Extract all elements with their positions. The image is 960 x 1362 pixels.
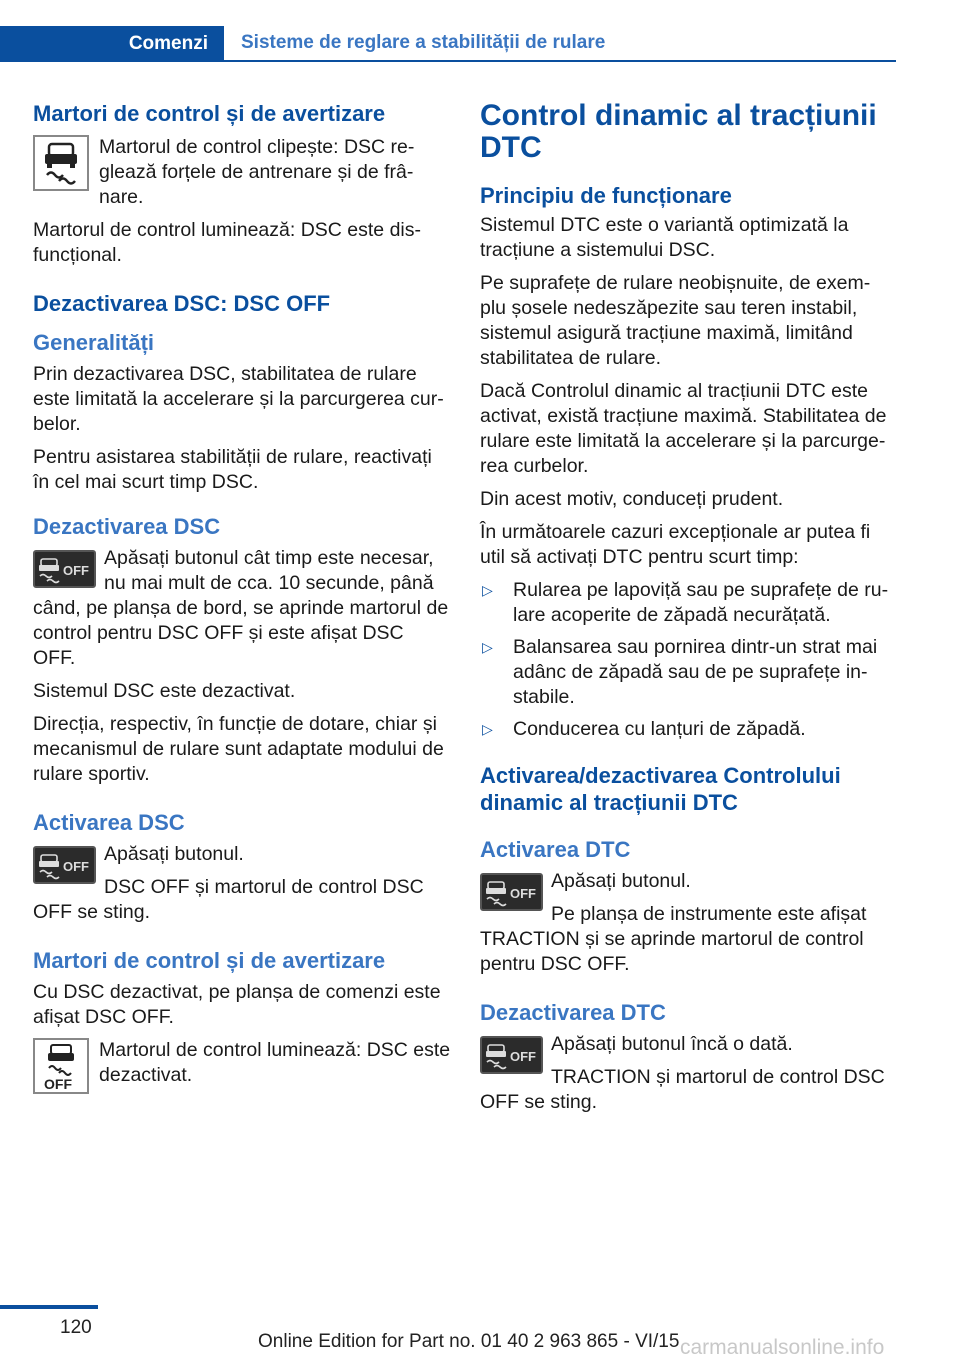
dsc-warning-lamp-icon (33, 135, 89, 191)
heading-warning-lights-2: Martori de control și de avertizare (33, 948, 386, 973)
off-label: OFF (63, 563, 89, 578)
off-label: OFF (44, 1076, 72, 1092)
left-column (33, 100, 451, 1094)
warn-lamp-figure (33, 135, 451, 210)
section-title: Sisteme de reglare a stabilității de rulare (241, 32, 606, 53)
right-column (480, 100, 895, 1123)
warn-lamp-text: Martorul de control clipește: DSC re‐glează forțele de antrenare și de frâ‐nare. (99, 136, 415, 208)
edition-note: Online Edition for Part no. 01 40 2 963 865 - VI/15 (258, 1331, 680, 1352)
paragraph: Cu DSC dezactivat, pe planșa de comenzi este afișat DSC OFF. (33, 981, 441, 1028)
paragraph: Pentru asistarea stabilității de rulare, reactivați în cel mai scurt timp DSC. (33, 446, 432, 493)
paragraph: Prin dezactivarea DSC, stabilitatea de rulare este limitată la accelerare și la parcurgerea cur‐belor. (33, 363, 444, 435)
dsc-off-button-icon (480, 873, 543, 911)
deactivate-text: Apăsați butonul cât timp este necesar, nu mai mult de cca. 10 secunde, până când, pe planșa de bord, se aprinde martorul de control pentru DSC OFF și este afișat DSC OFF. (33, 547, 449, 669)
paragraph: Sistemul DSC este dezactivat. (33, 680, 296, 702)
dsc-off-button-icon (33, 846, 96, 884)
heading-principle: Principiu de funcționare (480, 183, 732, 208)
dsc-off-lamp-icon (33, 1038, 89, 1094)
deactivate-block (33, 546, 451, 671)
heading-warning-lights: Martori de control și de avertizare (33, 101, 386, 126)
dtc-activate-line-2: Pe planșa de instrumente este afișat TRACTION și se aprinde martorul de control pentru DSC OFF. (480, 903, 867, 975)
paragraph: În următoarele cazuri excepționale ar putea fi util să activați DTC pentru scurt timp: (480, 521, 871, 568)
heading-general: Generalități (33, 330, 155, 355)
footer-rule (0, 1305, 98, 1309)
paragraph: Martorul de control luminează: DSC este dis‐funcțional. (33, 219, 421, 266)
list-item: ▷ Balansarea sau pornirea dintr-un strat mai adânc de zăpadă sau de pe suprafețe in‐stabile. (482, 636, 878, 708)
heading-dsc-deactivate: Dezactivarea DSC (33, 514, 221, 539)
page-header (0, 26, 960, 62)
off-lamp-text: Martorul de control luminează: DSC este dezactivat. (99, 1039, 451, 1086)
bullet-arrow-icon: ▷ (482, 582, 493, 598)
off-label: OFF (510, 1049, 536, 1064)
bullet-arrow-icon: ▷ (482, 639, 493, 655)
heading-dtc: Control dinamic al tracțiunii DTC (480, 99, 877, 164)
paragraph: Pe suprafețe de rulare neobișnuite, de exem‐plu șosele nedeszăpezite sau teren instabil, sistemul asigură tracțiune maximă, limitând stabilitatea de rulare. (480, 272, 871, 369)
heading-dtc-toggle: Activarea/dezactivarea Controlului dinamic al tracțiunii DTC (480, 763, 841, 815)
page-number: 120 (60, 1317, 92, 1338)
dsc-off-button-icon (33, 550, 96, 588)
activate-line-2: DSC OFF și martorul de control DSC OFF se sting. (33, 876, 424, 923)
list-item: ▷ Rularea pe lapoviță sau pe suprafețe de ru‐lare acoperite de zăpadă necurățată. (482, 579, 889, 626)
paragraph: Sistemul DTC este o variantă optimizată la tracțiune a sistemului DSC. (480, 214, 849, 261)
section-tab: Comenzi (0, 26, 224, 62)
heading-dsc-off: Dezactivarea DSC: DSC OFF (33, 291, 331, 316)
list-item: ▷ Conducerea cu lanțuri de zăpadă. (482, 718, 806, 740)
bullet-list (480, 578, 895, 742)
watermark: carmanualsonline.info (680, 1336, 885, 1359)
heading-dtc-activate: Activarea DTC (480, 837, 631, 862)
off-label: OFF (63, 859, 89, 874)
off-button-icon-wrap (33, 550, 96, 588)
paragraph: Dacă Controlul dinamic al tracțiunii DTC este activat, există tracțiune maximă. Stabilitatea de rulare este limitată la accelerare și la parcurge‐rea curbelor. (480, 380, 887, 477)
dtc-activate-line-1: Apăsați butonul. (551, 870, 691, 892)
off-lamp-figure (33, 1038, 451, 1094)
paragraph: Direcția, respectiv, în funcție de dotare, chiar și mecanismul de rulare sunt adaptate modului de rulare sportiv. (33, 713, 444, 785)
dtc-deactivate-line-1: Apăsați butonul încă o dată. (551, 1033, 793, 1055)
paragraph: Din acest motiv, conduceți prudent. (480, 488, 784, 510)
off-label: OFF (510, 886, 536, 901)
dsc-off-button-icon (480, 1036, 543, 1074)
dtc-deactivate-block (480, 1032, 895, 1115)
heading-dsc-activate: Activarea DSC (33, 810, 185, 835)
heading-dtc-deactivate: Dezactivarea DTC (480, 1000, 666, 1025)
activate-line-1: Apăsați butonul. (104, 843, 244, 865)
dtc-activate-block (480, 869, 895, 977)
dtc-deactivate-line-2: TRACTION și martorul de control DSC OFF se sting. (480, 1066, 885, 1113)
activate-block (33, 842, 451, 925)
header-rule (224, 60, 896, 62)
bullet-arrow-icon: ▷ (482, 721, 493, 737)
